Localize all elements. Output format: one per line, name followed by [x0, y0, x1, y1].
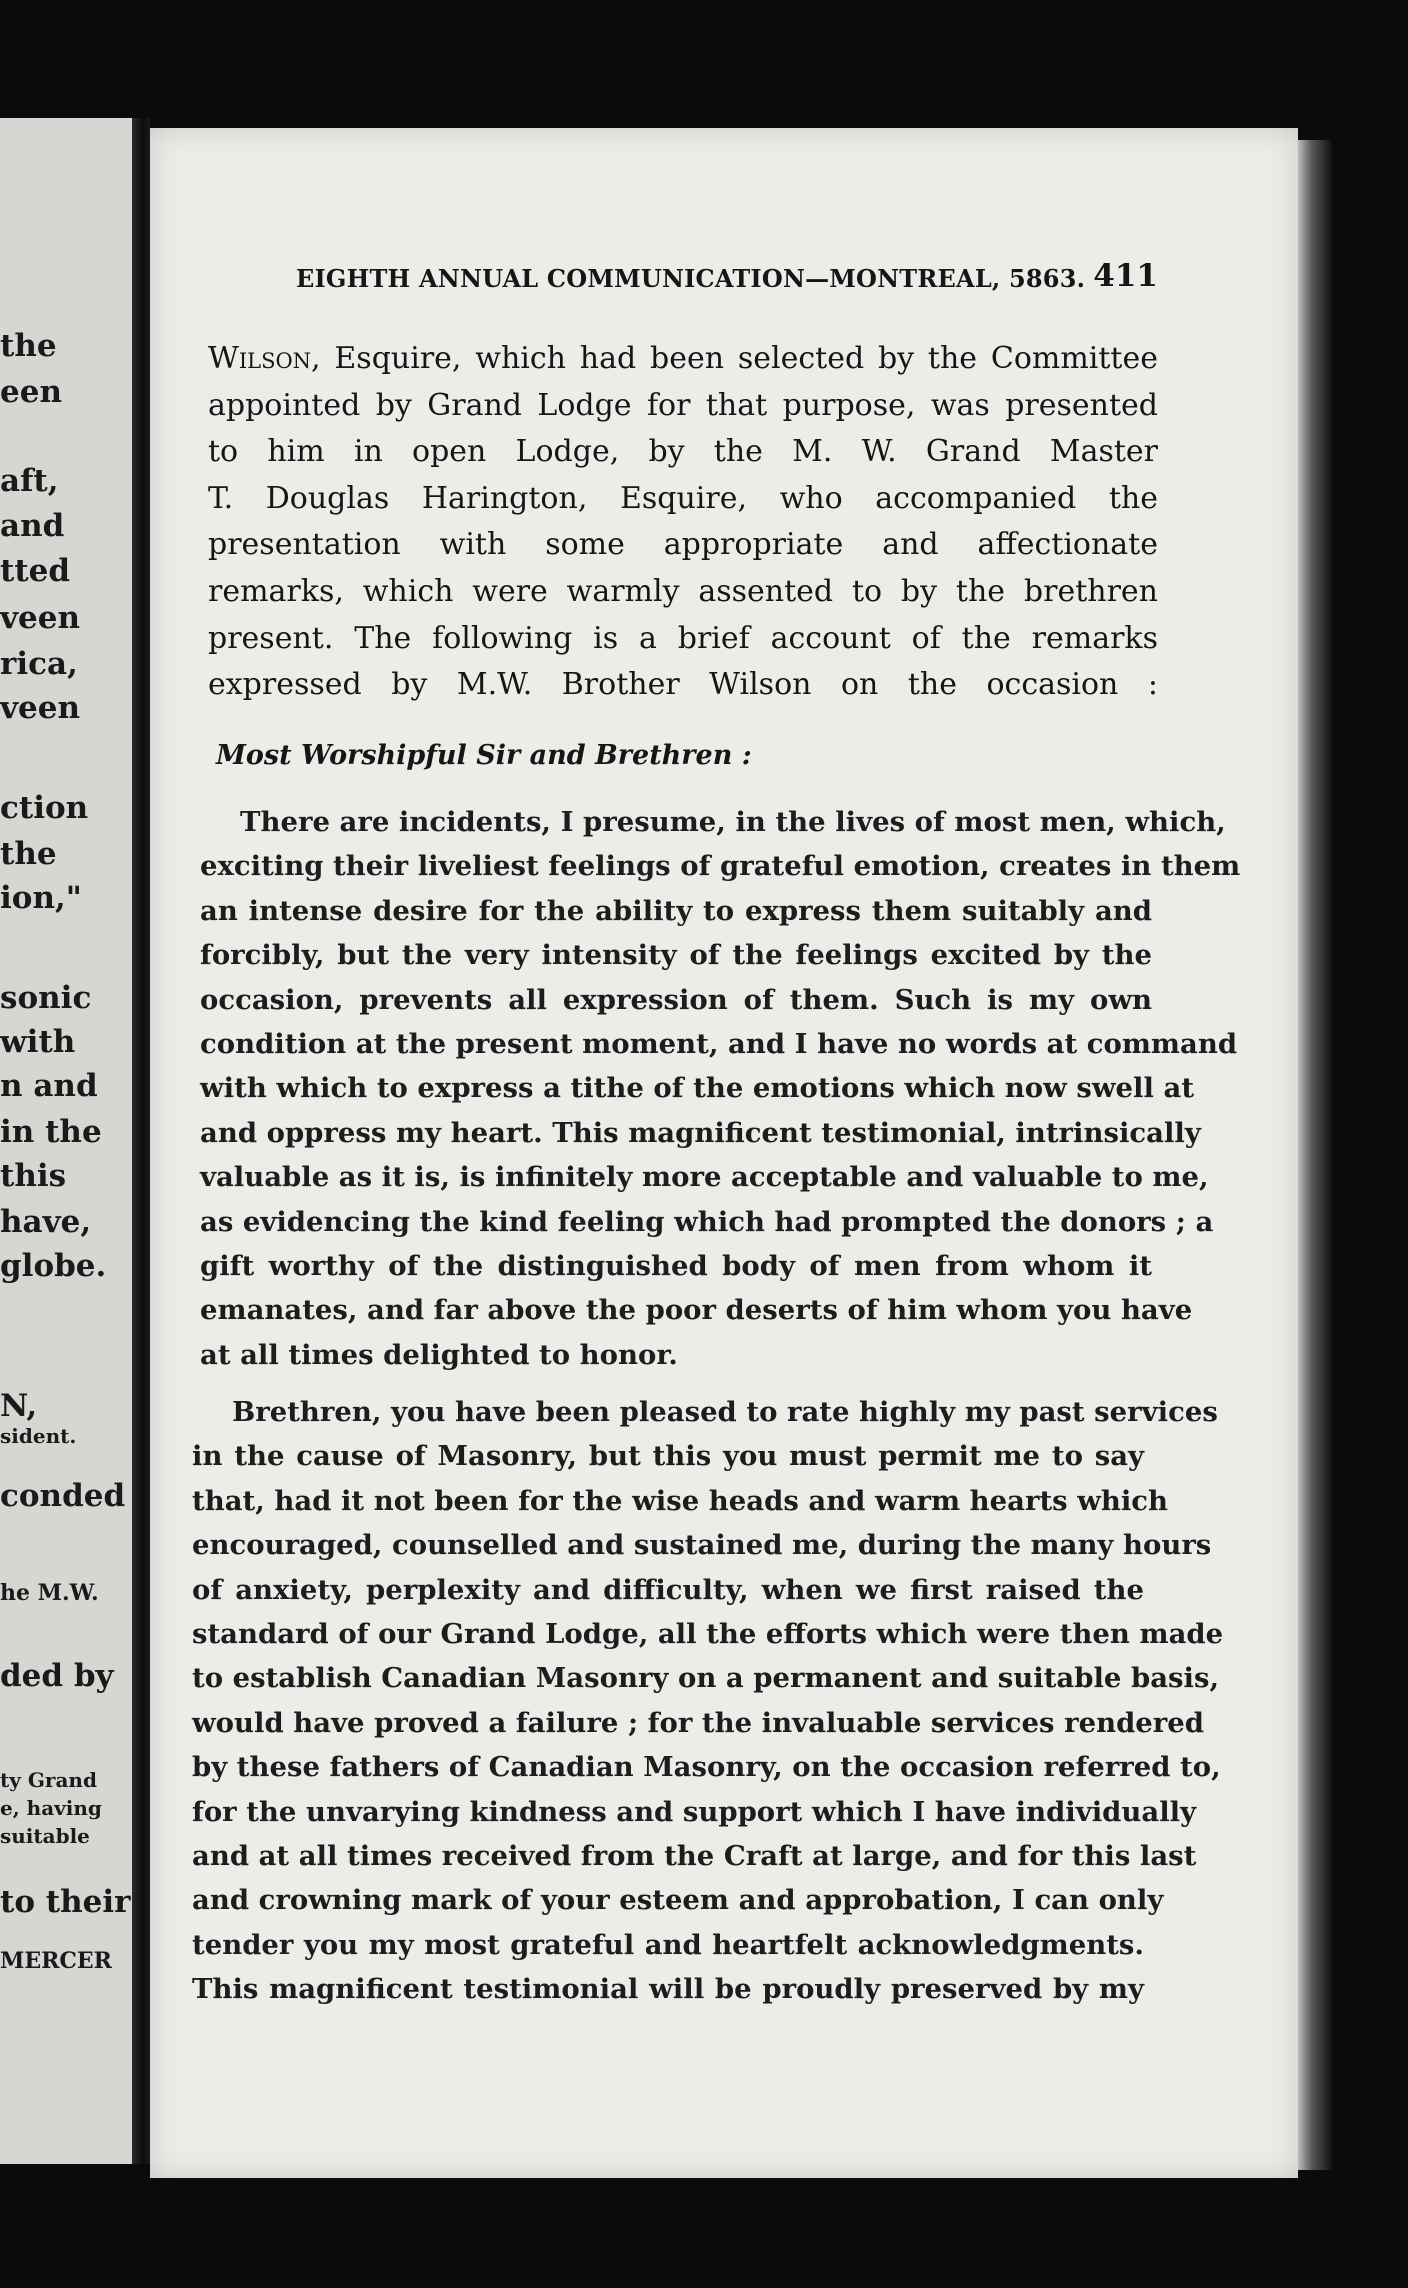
left-fragment: n and [0, 1068, 98, 1104]
text-line: forcibly, but the very intensity of the feelings excited by the [200, 939, 1152, 972]
salutation: Most Worshipful Sir and Brethren : [216, 740, 752, 771]
text-line: to establish Canadian Masonry on a permanent and suitable basis, [192, 1662, 1220, 1695]
text-line: and crowning mark of your esteem and approbation, I can only [192, 1884, 1164, 1917]
text-line: Brethren, you have been pleased to rate highly my past services [232, 1396, 1218, 1428]
left-fragment: he M.W. [0, 1580, 99, 1606]
text-line: encouraged, counselled and sustained me, during the many hours [192, 1529, 1212, 1562]
left-fragment: sident. [0, 1424, 77, 1448]
left-fragment: veen [0, 690, 80, 726]
left-fragment: in the [0, 1114, 102, 1150]
text-line: valuable as it is, is infinitely more acceptable and valuable to me, [200, 1161, 1209, 1194]
left-fragment: and [0, 508, 65, 544]
text-line: remarks, which were warmly assented to by the brethren [208, 573, 1158, 609]
text-line: tender you my most grateful and heartfelt acknowledgments. [192, 1928, 1144, 1961]
text-line: condition at the present moment, and I have no words at command [200, 1028, 1238, 1061]
text-line: and at all times received from the Craft at large, and for this last [192, 1840, 1197, 1873]
text-line: that, had it not been for the wise heads and warm hearts which [192, 1484, 1169, 1517]
left-fragment: MERCER [0, 1948, 112, 1974]
adjacent-page-fragment [0, 118, 148, 2164]
left-fragment: suitable [0, 1824, 90, 1848]
text-line: occasion, prevents all expression of them. Such is my own [200, 983, 1152, 1016]
text-line: exciting their liveliest feelings of grateful emotion, creates in them [200, 850, 1241, 883]
left-fragment: sonic [0, 980, 92, 1016]
text-line: would have proved a failure ; for the invaluable services rendered [192, 1706, 1205, 1739]
page-edge-shadow [1298, 140, 1332, 2170]
left-fragment: conded [0, 1478, 126, 1514]
text-line: gift worthy of the distinguished body of men from whom it [200, 1250, 1152, 1283]
text-line: for the unvarying kindness and support which I have individually [192, 1795, 1197, 1828]
left-fragment: with [0, 1024, 76, 1060]
left-fragment: globe. [0, 1248, 107, 1284]
left-fragment: tted [0, 553, 71, 589]
paragraph-presentation [208, 336, 1158, 709]
left-fragment: to their [0, 1884, 131, 1920]
left-fragment: this [0, 1158, 67, 1194]
book-gutter [132, 118, 150, 2164]
running-header [296, 258, 1158, 298]
text-line: emanates, and far above the poor deserts of him whom you have [200, 1294, 1193, 1327]
left-fragment: ded by [0, 1658, 114, 1694]
left-fragment: ion," [0, 880, 82, 916]
text-line: appointed by Grand Lodge for that purpose, was presented [208, 387, 1158, 423]
left-fragment: rica, [0, 646, 78, 682]
left-fragment: ty Grand [0, 1768, 97, 1792]
text-line: as evidencing the kind feeling which had prompted the donors ; a [200, 1205, 1214, 1238]
text-line: This magnificent testimonial will be proudly preserved by my [192, 1973, 1144, 2006]
text-line: of anxiety, perplexity and difficulty, when we first raised the [192, 1573, 1144, 1606]
left-fragment: have, [0, 1204, 92, 1240]
text-line: with which to express a tithe of the emotions which now swell at [200, 1072, 1195, 1105]
text-line: present. The following is a brief account of the remarks [208, 620, 1158, 656]
text-line: and oppress my heart. This magnificent testimonial, intrinsically [200, 1116, 1201, 1149]
left-fragment: N, [0, 1388, 38, 1424]
text-line: at all times delighted to honor. [200, 1338, 678, 1371]
left-fragment: the [0, 328, 57, 364]
lead-name: Wilson, [208, 341, 321, 376]
running-title: EIGHTH ANNUAL COMMUNICATION—MONTREAL, 5863. [296, 264, 1086, 293]
text-line: an intense desire for the ability to express them suitably and [200, 894, 1152, 927]
text-line: in the cause of Masonry, but this you must permit me to say [192, 1440, 1144, 1473]
text-line: expressed by M.W. Brother Wilson on the occasion : [208, 667, 1158, 703]
text-line [208, 336, 1158, 383]
page-number: 411 [1093, 258, 1158, 294]
left-fragment: the [0, 836, 57, 872]
text-line: standard of our Grand Lodge, all the efforts which were then made [192, 1618, 1224, 1651]
text-line: to him in open Lodge, by the M. W. Grand Master [208, 434, 1158, 470]
paragraph-address [200, 800, 1241, 1377]
left-fragment: ction [0, 790, 89, 826]
text-line: by these fathers of Canadian Masonry, on the occasion referred to, [192, 1751, 1221, 1784]
text-line-rest: Esquire, which had been selected by the Committee [320, 341, 1158, 376]
text-line: There are incidents, I presume, in the lives of most men, which, [240, 806, 1226, 838]
left-fragment: veen [0, 600, 80, 636]
text-line: presentation with some appropriate and affectionate [208, 527, 1158, 563]
paragraph-services [192, 1390, 1224, 2012]
left-fragment: aft, [0, 463, 59, 499]
left-fragment: een [0, 374, 62, 410]
left-fragment: e, having [0, 1796, 102, 1820]
text-line: T. Douglas Harington, Esquire, who accompanied the [208, 480, 1158, 516]
